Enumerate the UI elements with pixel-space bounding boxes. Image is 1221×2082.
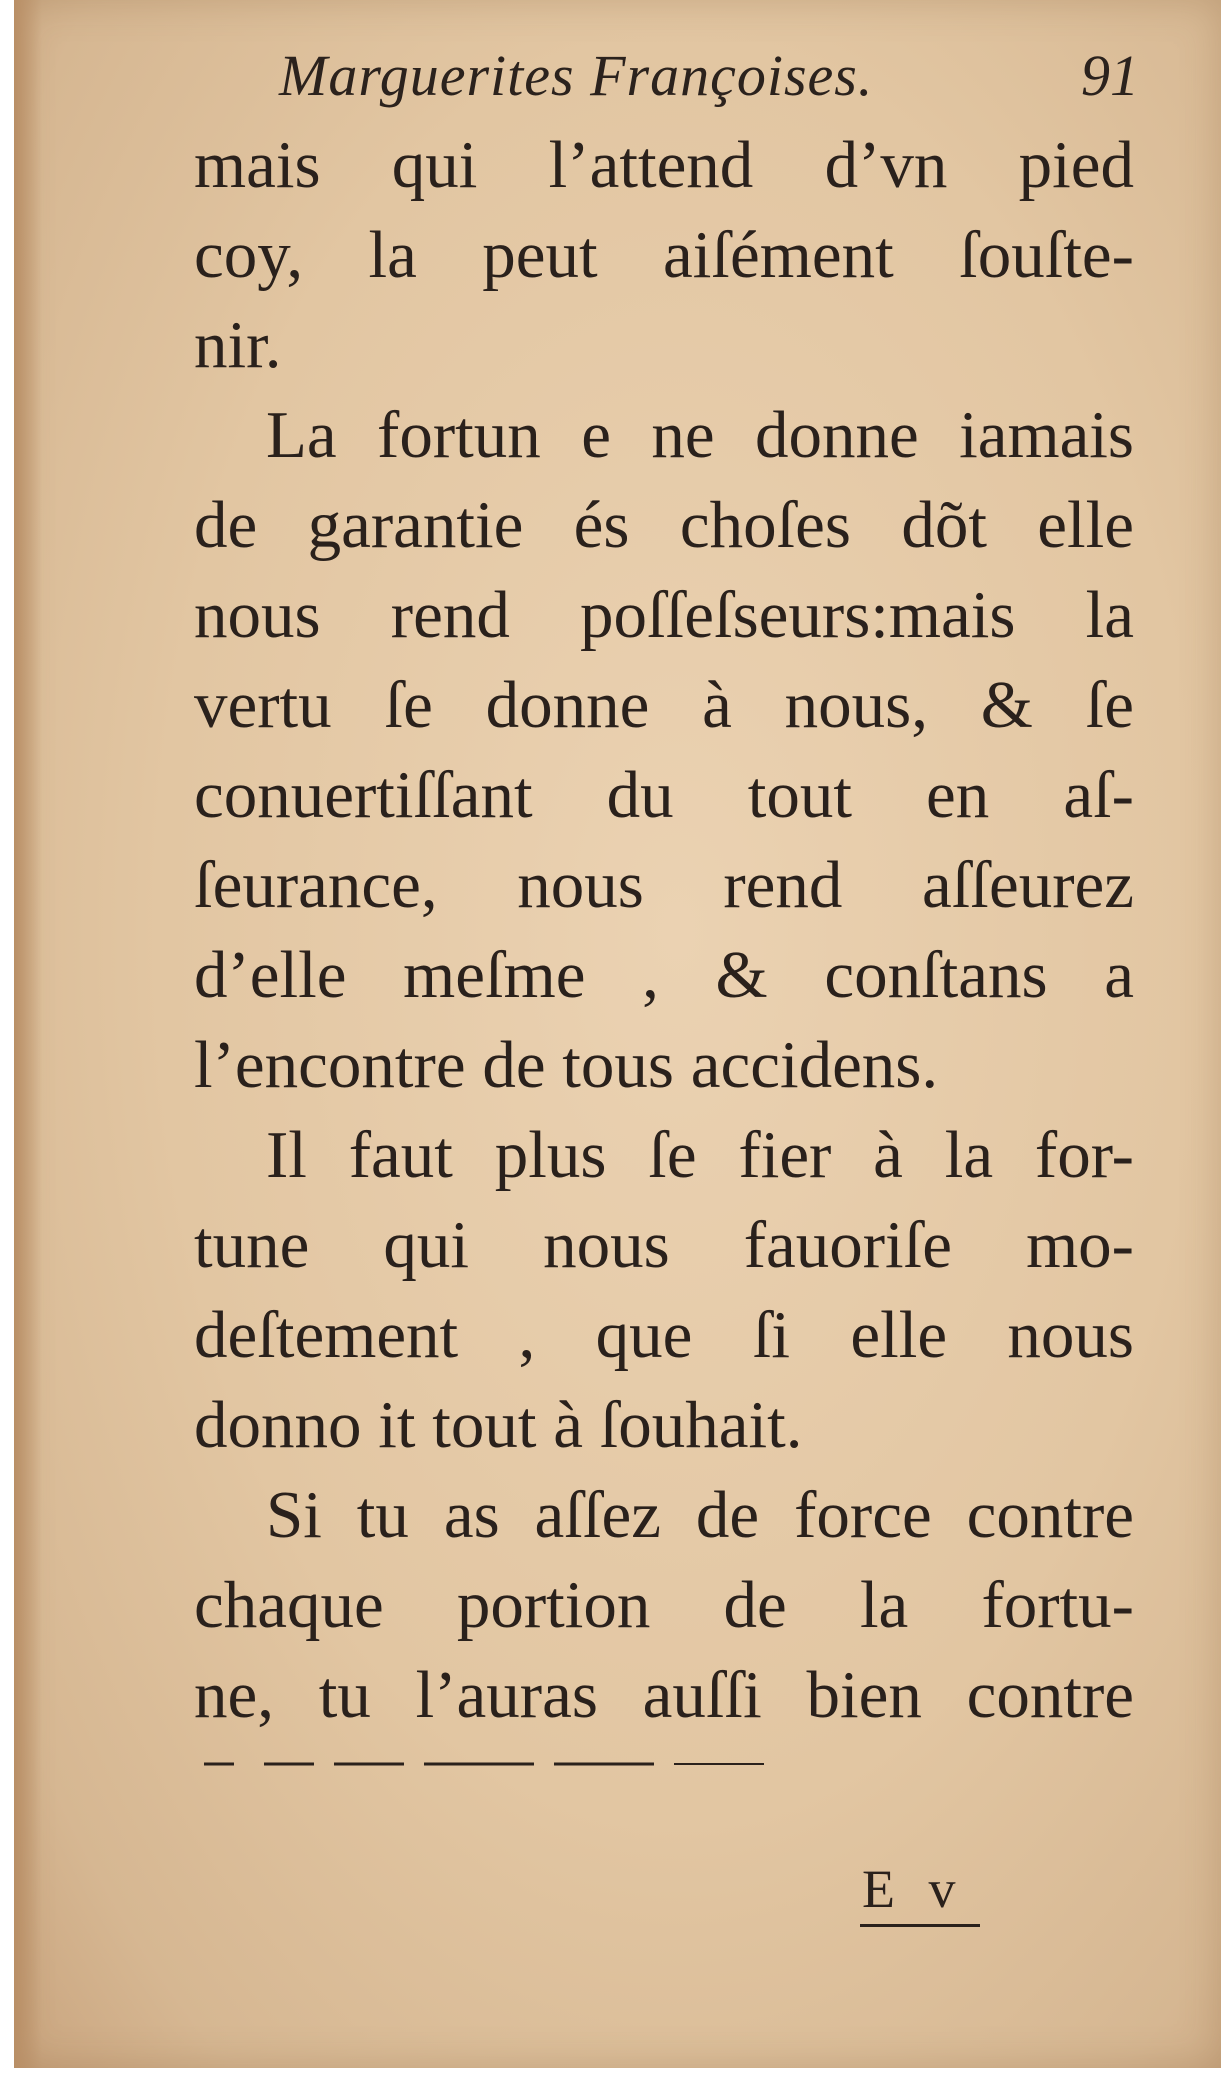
text-line: ne, tu l’auras auſſi bien contre: [194, 1658, 1134, 1732]
text-line: l’encontre de tous accidens.: [194, 1028, 939, 1102]
paragraph-start-line: Il faut plus ſe fier à la for-: [266, 1118, 1134, 1192]
page-gutter-shadow: [14, 0, 42, 2068]
text-line: tune qui nous fauoriſe mo-: [194, 1208, 1134, 1282]
page-header: [279, 42, 1139, 122]
paragraph-start-line: Si tu as aſſez de force contre: [266, 1478, 1134, 1552]
text-line: chaque portion de la fortu-: [194, 1568, 1134, 1642]
text-line: donno it tout à ſouhait.: [194, 1388, 803, 1462]
text-line: de garantie és choſes dõt elle: [194, 488, 1134, 562]
signature-underline: [860, 1924, 980, 1931]
text-line: coy, la peut aiſément ſouſte-: [194, 218, 1134, 292]
text-line: conuertiſſant du tout en aſ-: [194, 758, 1134, 832]
text-line: mais qui l’attend d’vn pied: [194, 128, 1134, 202]
body-text: [194, 120, 1134, 1740]
text-line: nir.: [194, 308, 282, 382]
text-line: d’elle meſme , & conſtans a: [194, 938, 1134, 1012]
paragraph-start-line: La fortun e ne donne iamais: [266, 398, 1134, 472]
text-line: nous rend poſſeſseurs:mais la: [194, 578, 1134, 652]
running-title: Marguerites Françoises.: [279, 43, 874, 108]
text-line: ſeurance, nous rend aſſeurez: [194, 848, 1134, 922]
book-page: [14, 0, 1221, 2068]
underline-dashes: [204, 1758, 784, 1772]
page-number: 91: [1081, 43, 1139, 108]
text-line: vertu ſe donne à nous, & ſe: [194, 668, 1134, 742]
text-line: deſtement , que ſi elle nous: [194, 1298, 1134, 1372]
signature-mark: E v: [862, 1859, 966, 1919]
